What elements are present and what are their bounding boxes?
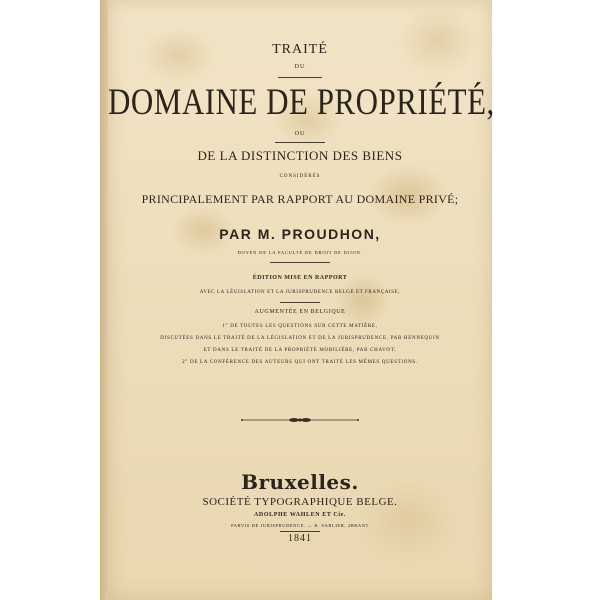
subtitle-second: PRINCIPALEMENT PAR RAPPORT AU DOMAINE PRIVÉ; [141, 192, 459, 206]
title-page [108, 0, 495, 600]
title-traite: TRAITÉ [272, 42, 328, 57]
imprint-city: Bruxelles. [241, 470, 359, 494]
author-name: PAR M. PROUDHON, [219, 226, 381, 242]
edition-detail: AVEC LA LÉGISLATION ET LA JURISPRUDENCE BELGE ET FRANÇAISE; [199, 290, 401, 295]
title-du: DU [294, 64, 306, 70]
author-role: DOYEN DE LA FACULTÉ DE DROIT DE DIJON. [237, 250, 363, 255]
augmentation-item-2: 2° DE LA CONFÉRENCE DES AUTEURS QUI ONT TRAITÉ LES MÊMES QUESTIONS. [182, 360, 418, 365]
augmentee-heading: AUGMENTÉE EN BELGIQUE [254, 309, 346, 315]
main-title: DOMAINE DE PROPRIÉTÉ, [108, 80, 495, 123]
subtitle: DE LA DISTINCTION DES BIENS [197, 148, 403, 163]
augmentation-item-1: 1° DE TOUTES LES QUESTIONS SUR CETTE MATIÈRE, [222, 324, 378, 329]
divider-rule [275, 142, 325, 143]
subtitle-connector: CONSIDÉRÉS [279, 174, 321, 179]
title-ou: OU [294, 131, 306, 137]
divider-rule [280, 302, 320, 303]
imprint-address: PARVIS DE JURISPRUDENCE. — R. SABLIER, 2BRANT [231, 523, 369, 528]
ornament-divider-icon [240, 415, 360, 425]
divider-rule [280, 531, 320, 532]
imprint-society: SOCIÉTÉ TYPOGRAPHIQUE BELGE. [202, 496, 398, 508]
edition-heading: ÉDITION MISE EN RAPPORT [252, 275, 348, 281]
augmentation-item-1-continued: DISCUTÉES DANS LE TRAITÉ DE LA LÉGISLATION ET DE LA JURISPRUDENCE, PAR HENNEQUIN [160, 336, 440, 341]
divider-rule [278, 77, 322, 78]
augmentation-item-1-continued: ET DANS LE TRAITÉ DE LA PROPRIÉTÉ MOBILIÈRE, PAR CHAVOT; [203, 348, 397, 353]
imprint-publisher: ADOLPHE WAHLEN ET Cie. [254, 512, 346, 518]
divider-rule [270, 262, 330, 263]
imprint-year: 1841 [288, 533, 312, 544]
